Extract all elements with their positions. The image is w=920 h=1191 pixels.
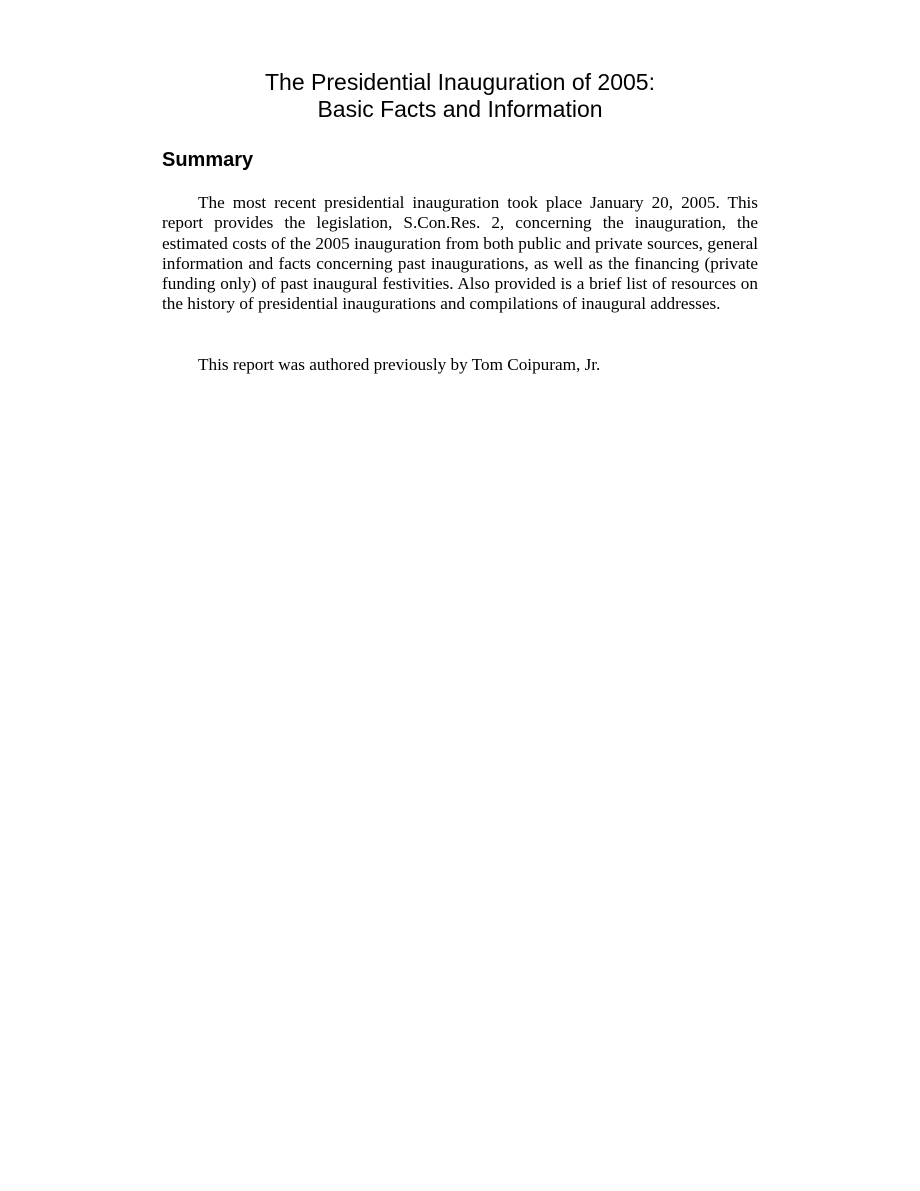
title-line-1: The Presidential Inauguration of 2005:	[265, 69, 655, 96]
summary-heading: Summary	[162, 149, 254, 171]
summary-paragraph: The most recent presidential inauguration took place January 20, 2005. This report provides the legislation, S.Con.Res. 2, concerning the inauguration, the estimated costs of the 2005 inauguration from both public and private sources, general information and facts concerning past inaugurations, as well as the financing (private funding only) of past inaugural festivities. Also provided is a brief list of resources on the history of presidential inaugurations and compilations of inaugural addresses.	[162, 193, 758, 314]
document-title	[0, 69, 920, 123]
author-note-paragraph: This report was authored previously by Tom Coipuram, Jr.	[198, 355, 601, 374]
title-line-2: Basic Facts and Information	[317, 96, 603, 123]
